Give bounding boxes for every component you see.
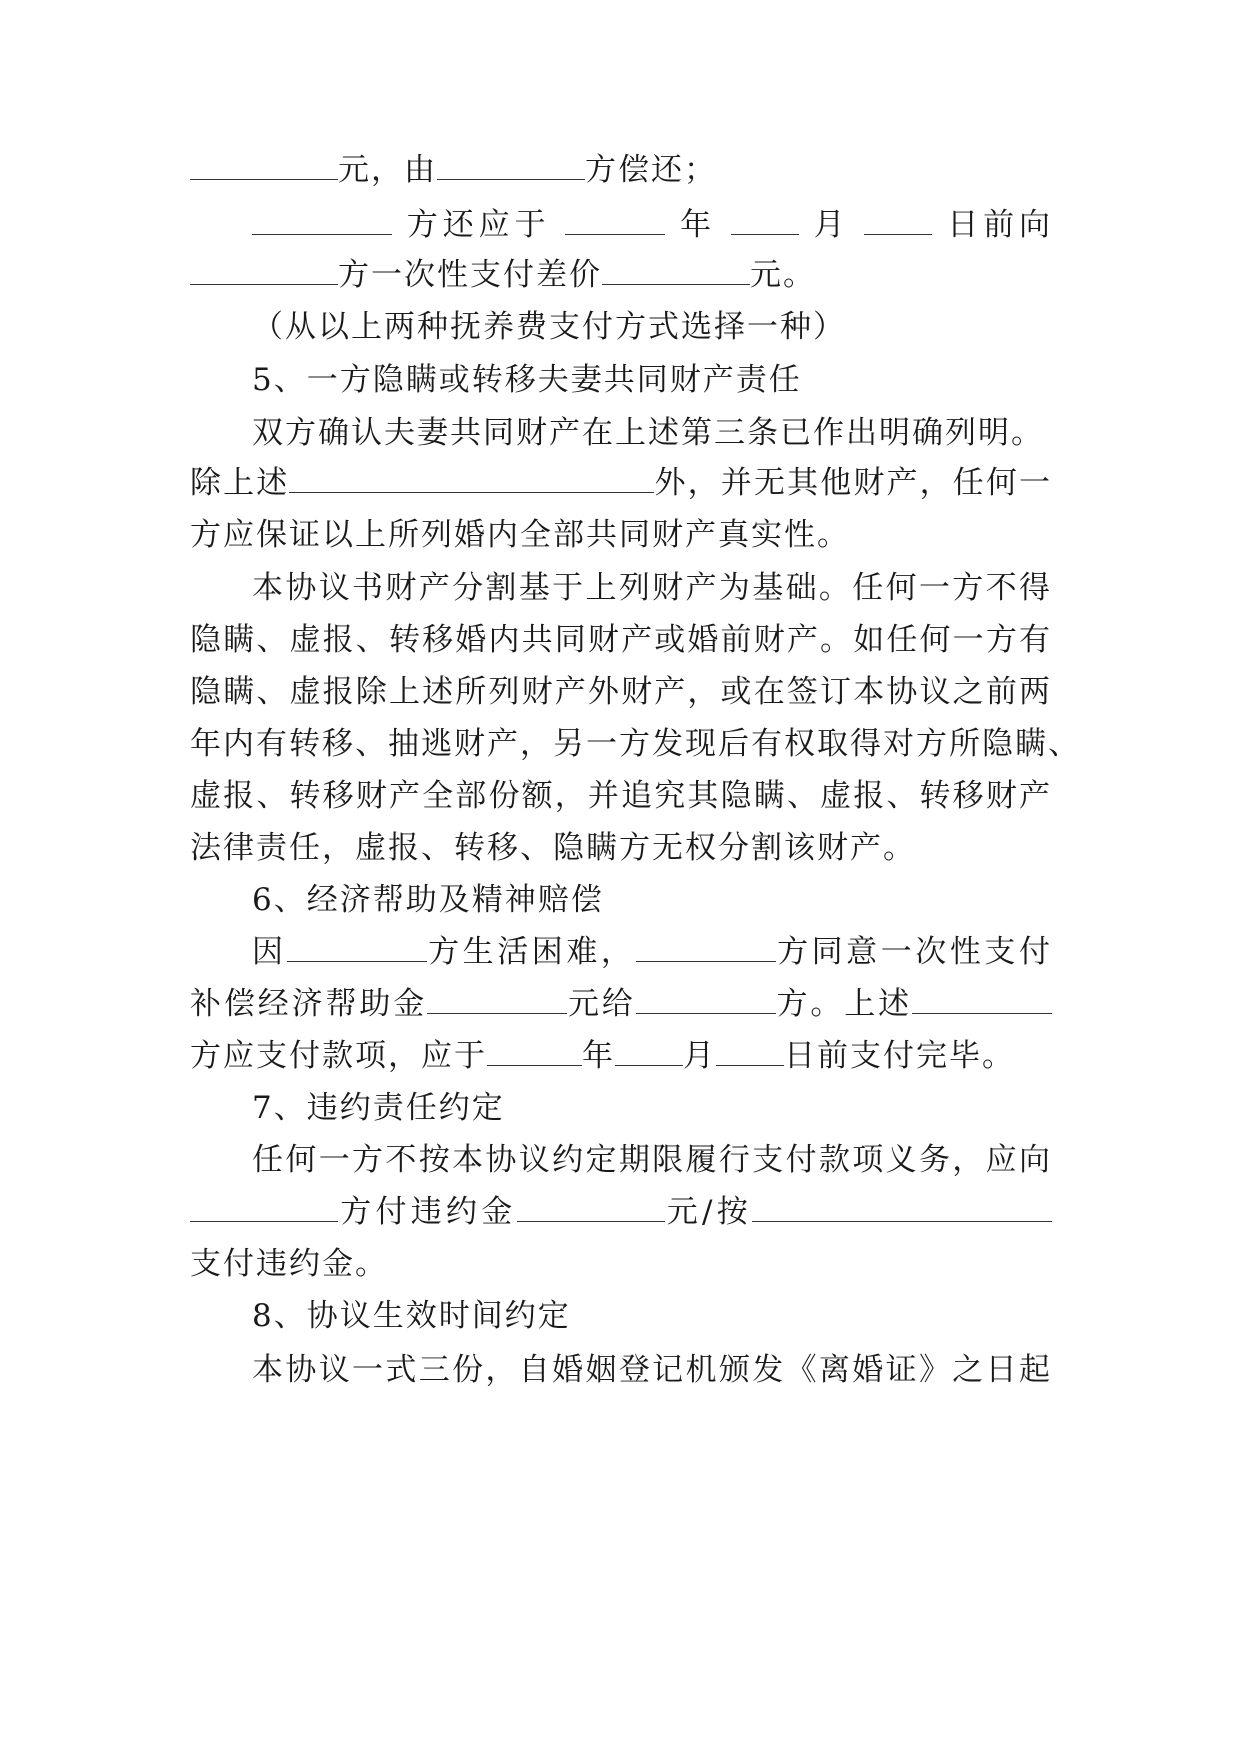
fill-blank[interactable] xyxy=(487,1037,582,1066)
section-heading: 6、经济帮助及精神赔偿 xyxy=(252,882,604,918)
text-line: 方一次性支付差价 元。 xyxy=(190,255,1052,295)
text-line: 方付违约金 元/按 xyxy=(190,1192,1052,1232)
fill-blank[interactable] xyxy=(752,1193,1052,1222)
text-line: 方应保证以上所列婚内全部共同财产真实性。 xyxy=(190,517,850,553)
fill-blank[interactable] xyxy=(864,206,932,235)
text-line: 法律责任，虚报、转移、隐瞒方无权分割该财产。 xyxy=(190,830,916,866)
text-line: 年内有转移、抽逃财产，另一方发现后有权取得对方所隐瞒、 xyxy=(190,726,1081,762)
text-line: 隐瞒、虚报、转移婚内共同财产或婚前财产。如任何一方有 xyxy=(190,622,1052,658)
section-heading: 8、协议生效时间约定 xyxy=(252,1298,571,1334)
fill-blank[interactable] xyxy=(602,256,750,285)
text-line: 除上述 外，并无其他财产，任何一 xyxy=(190,465,1053,501)
fill-blank[interactable] xyxy=(252,206,392,235)
text-line: 双方确认夫妻共同财产在上述第三条已作出明确列明。 xyxy=(252,415,1044,451)
text-line: 支付违约金。 xyxy=(190,1246,388,1282)
section-heading: 5、一方隐瞒或转移夫妻共同财产责任 xyxy=(252,362,802,398)
text-line: 虚报、转移财产全部份额，并追究其隐瞒、虚报、转移财产 xyxy=(190,778,1052,814)
text-line: 方还应于 年 月 日前向 xyxy=(252,205,1052,245)
text-line: 因 方生活困难， 方同意一次性支付 xyxy=(252,934,1052,970)
text-line: 补偿经济帮助金 元给 方。上述 xyxy=(190,984,1052,1024)
text-line: 隐瞒、虚报除上述所列财产外财产，或在签订本协议之前两 xyxy=(190,674,1052,710)
fill-blank[interactable] xyxy=(190,1193,338,1222)
fill-blank[interactable] xyxy=(636,933,776,962)
section-heading: 7、违约责任约定 xyxy=(252,1090,505,1126)
text-line: （从以上两种抚养费支付方式选择一种） xyxy=(252,309,846,345)
text-line: 本协议一式三份，自婚姻登记机颁发《离婚证》之日起 xyxy=(252,1352,1052,1388)
fill-blank[interactable] xyxy=(289,464,654,493)
text-line: 本协议书财产分割基于上列财产为基础。任何一方不得 xyxy=(252,570,1052,606)
fill-blank[interactable] xyxy=(615,1037,683,1066)
fill-blank[interactable] xyxy=(437,151,585,180)
fill-blank[interactable] xyxy=(716,1037,784,1066)
fill-blank[interactable] xyxy=(287,933,427,962)
fill-blank[interactable] xyxy=(912,985,1052,1014)
text-line: 元，由 方偿还； xyxy=(190,150,1052,190)
text-line: 任何一方不按本协议约定期限履行支付款项义务，应向 xyxy=(252,1142,1052,1178)
fill-blank[interactable] xyxy=(636,985,776,1014)
text-line: 方应支付款项，应于 年 月 日前支付完毕。 xyxy=(190,1038,1015,1074)
fill-blank[interactable] xyxy=(731,206,799,235)
fill-blank[interactable] xyxy=(190,256,338,285)
fill-blank[interactable] xyxy=(190,151,338,180)
fill-blank[interactable] xyxy=(517,1193,665,1222)
fill-blank[interactable] xyxy=(565,206,665,235)
fill-blank[interactable] xyxy=(427,985,567,1014)
